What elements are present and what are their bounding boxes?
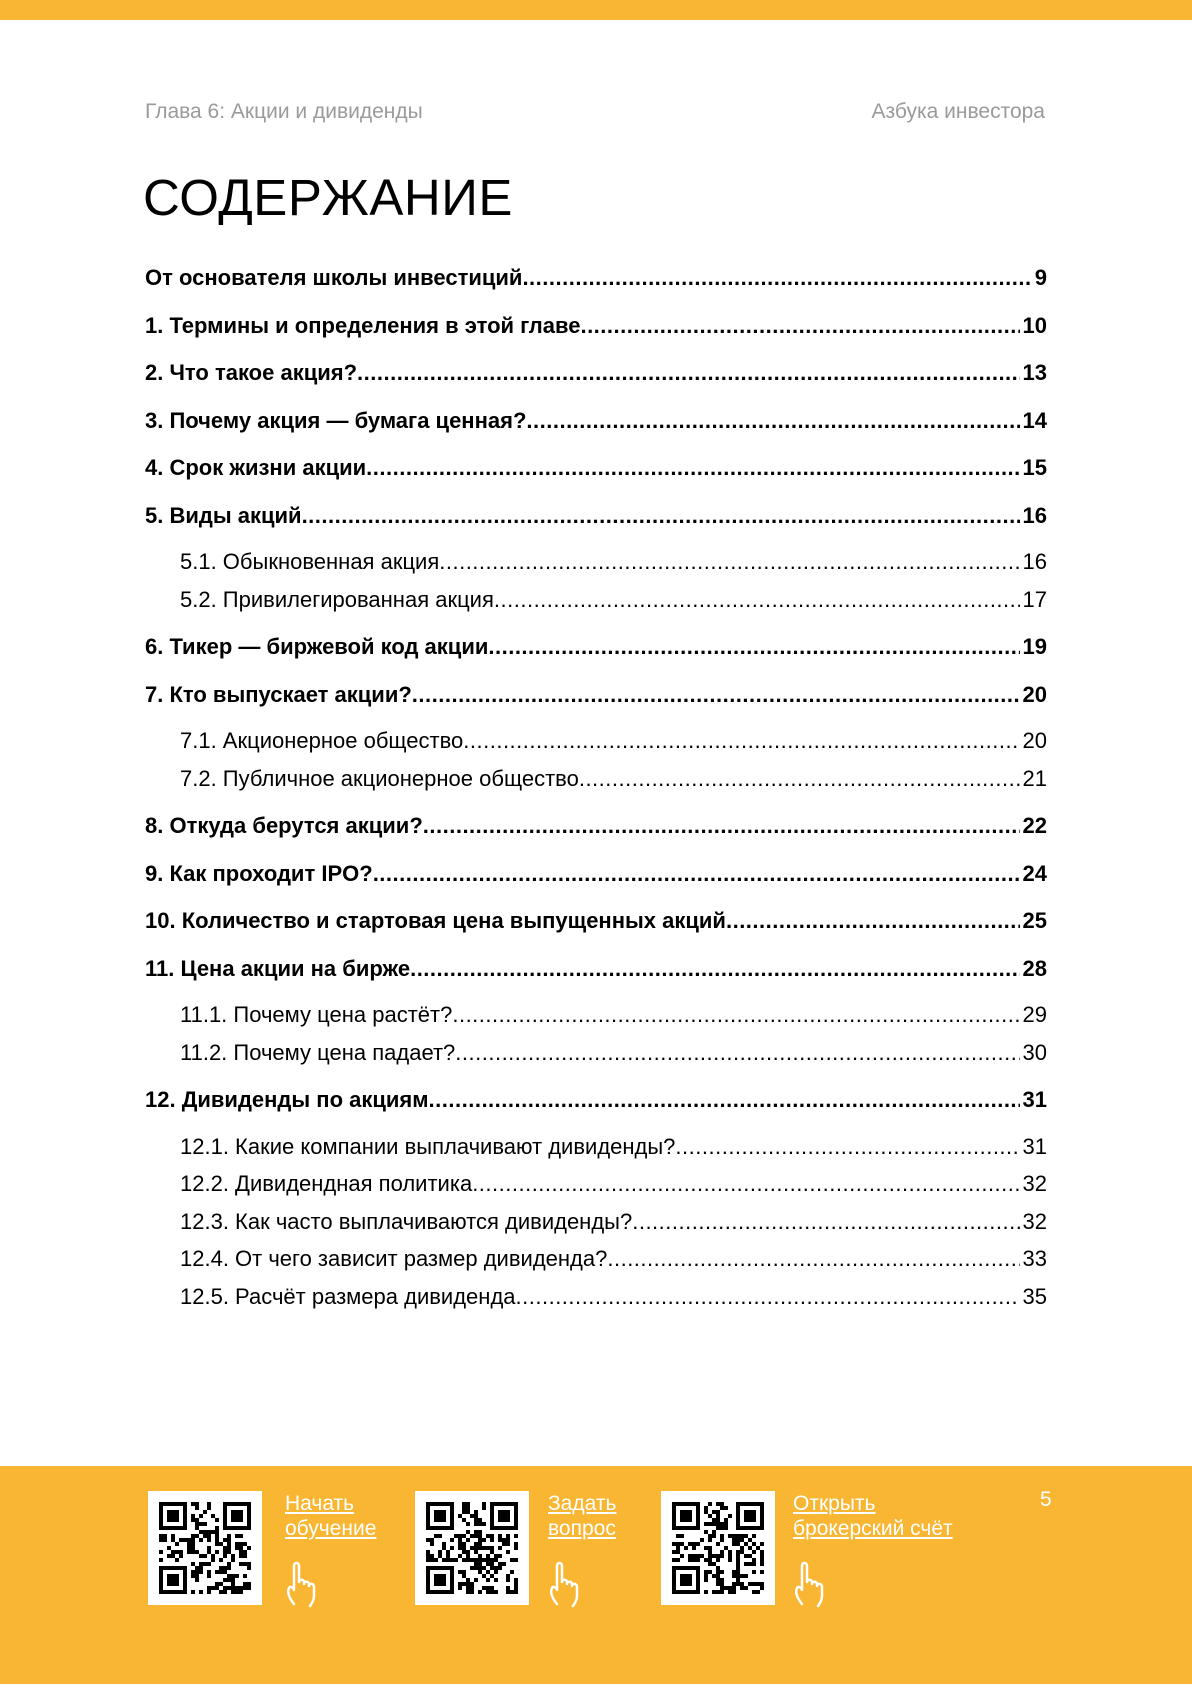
link-label-line2[interactable]: обучение	[285, 1517, 377, 1540]
top-accent-bar	[0, 0, 1192, 20]
toc-entry-page: 35	[1022, 1283, 1047, 1309]
toc-leader-dots	[632, 1209, 1019, 1241]
toc-leader-dots	[463, 728, 1019, 760]
toc-entry-label: 12.1. Какие компании выплачивают дивиденды?	[180, 1133, 676, 1159]
start-learning-link[interactable]	[285, 1491, 376, 1541]
toc-entry-label: 5.2. Привилегированная акция	[180, 586, 494, 612]
toc-leader-dots	[366, 455, 1019, 487]
link-label-line1[interactable]: Начать	[285, 1492, 355, 1515]
toc-entry-page: 22	[1022, 813, 1047, 838]
toc-entry[interactable]	[145, 499, 1047, 535]
footer-bar	[0, 1466, 1192, 1684]
toc-entry[interactable]	[145, 451, 1047, 487]
toc-entry-page: 9	[1034, 265, 1047, 290]
toc-entry-page: 28	[1022, 955, 1047, 981]
toc-entry-page: 16	[1022, 502, 1047, 528]
toc-entry-page: 24	[1022, 860, 1047, 886]
table-of-contents	[145, 261, 1047, 1316]
toc-entry-label: 11.1. Почему цена растёт?	[180, 1002, 453, 1027]
toc-entry-page: 13	[1022, 360, 1047, 385]
toc-subentry[interactable]	[145, 546, 1047, 581]
toc-leader-dots	[429, 1087, 1020, 1119]
toc-leader-dots	[452, 1002, 1019, 1034]
toc-subentry[interactable]	[145, 763, 1047, 798]
toc-leader-dots	[675, 1134, 1019, 1166]
qr-code-icon[interactable]	[415, 1491, 529, 1605]
qr-code-icon[interactable]	[661, 1491, 775, 1605]
toc-subentry[interactable]	[145, 584, 1047, 619]
toc-entry-page: 29	[1022, 1002, 1047, 1027]
toc-entry-page: 30	[1022, 1039, 1047, 1065]
toc-entry[interactable]	[145, 309, 1047, 345]
link-label-line2[interactable]: брокерский счёт	[793, 1517, 953, 1540]
toc-entry[interactable]	[145, 630, 1047, 666]
toc-subentry[interactable]	[145, 1206, 1047, 1241]
toc-entry-page: 20	[1022, 681, 1047, 707]
toc-leader-dots	[607, 1246, 1019, 1278]
toc-entry-label: 6. Тикер — биржевой код акции	[145, 634, 489, 659]
toc-entry[interactable]	[145, 678, 1047, 714]
toc-entry-page: 15	[1022, 455, 1047, 480]
toc-leader-dots	[410, 956, 1019, 988]
toc-leader-dots	[357, 360, 1019, 392]
toc-entry-label: От основателя школы инвестиций	[145, 265, 523, 290]
toc-leader-dots	[373, 861, 1020, 893]
toc-entry-label: 7.2. Публичное акционерное общество	[180, 765, 579, 791]
toc-entry-page: 21	[1022, 765, 1047, 791]
link-label-line1[interactable]: Задать	[548, 1492, 617, 1515]
qr-code-icon[interactable]	[148, 1491, 262, 1605]
pointing-hand-icon[interactable]	[548, 1560, 582, 1608]
toc-entry-label: 12.3. Как часто выплачиваются дивиденды?	[180, 1208, 633, 1234]
pointing-hand-icon[interactable]	[793, 1560, 827, 1608]
chapter-title: Глава 6: Акции и дивиденды	[145, 100, 423, 123]
toc-leader-dots	[516, 1284, 1020, 1316]
toc-entry[interactable]	[145, 809, 1047, 845]
page-number: 5	[1040, 1488, 1052, 1511]
toc-leader-dots	[494, 587, 1020, 619]
toc-entry-page: 14	[1022, 407, 1047, 433]
toc-entry-page: 16	[1022, 549, 1047, 574]
running-header	[145, 100, 1045, 128]
toc-entry-page: 31	[1022, 1133, 1047, 1159]
toc-entry[interactable]	[145, 904, 1047, 940]
toc-entry-label: 12.4. От чего зависит размер дивиденда?	[180, 1246, 608, 1271]
toc-entry-label: 3. Почему акция — бумага ценная?	[145, 407, 527, 433]
ask-question-link[interactable]	[548, 1491, 616, 1541]
toc-leader-dots	[302, 503, 1020, 535]
toc-leader-dots	[522, 265, 1031, 297]
toc-leader-dots	[580, 313, 1019, 345]
toc-entry-label: 12.2. Дивидендная политика	[180, 1171, 473, 1196]
toc-entry-label: 2. Что такое акция?	[145, 360, 358, 385]
toc-leader-dots	[488, 634, 1019, 666]
toc-entry[interactable]	[145, 1083, 1047, 1119]
toc-entry-label: 10. Количество и стартовая цена выпущенных акций	[145, 908, 726, 933]
toc-entry-label: 12.5. Расчёт размера дивиденда	[180, 1283, 516, 1309]
toc-entry[interactable]	[145, 404, 1047, 440]
toc-entry-label: 5.1. Обыкновенная акция	[180, 549, 440, 574]
toc-entry-page: 25	[1022, 908, 1047, 933]
toc-entry-page: 17	[1022, 586, 1047, 612]
toc-leader-dots	[579, 766, 1020, 798]
toc-subentry[interactable]	[145, 999, 1047, 1034]
toc-subentry[interactable]	[145, 1037, 1047, 1072]
link-label-line1[interactable]: Открыть	[793, 1492, 876, 1515]
toc-leader-dots	[726, 908, 1020, 940]
toc-entry-label: 7. Кто выпускает акции?	[145, 681, 412, 707]
toc-leader-dots	[412, 682, 1020, 714]
toc-entry[interactable]	[145, 857, 1047, 893]
open-brokerage-account-link[interactable]	[793, 1491, 953, 1541]
toc-entry-label: 12. Дивиденды по акциям	[145, 1087, 429, 1112]
toc-subentry[interactable]	[145, 1243, 1047, 1278]
toc-entry-page: 31	[1022, 1087, 1047, 1112]
toc-entry-page: 32	[1022, 1208, 1047, 1234]
toc-entry-label: 5. Виды акций	[145, 502, 302, 528]
toc-subentry[interactable]	[145, 1131, 1047, 1166]
toc-entry[interactable]	[145, 261, 1047, 297]
toc-leader-dots	[472, 1171, 1019, 1203]
toc-entry-label: 9. Как проходит IPO?	[145, 860, 373, 886]
toc-entry-label: 1. Термины и определения в этой главе	[145, 312, 581, 338]
toc-entry-page: 19	[1022, 634, 1047, 659]
toc-entry[interactable]	[145, 952, 1047, 988]
pointing-hand-icon[interactable]	[285, 1560, 319, 1608]
page-title: СОДЕРЖАНИЕ	[143, 169, 513, 226]
toc-entry-label: 4. Срок жизни акции	[145, 455, 367, 480]
toc-entry-label: 7.1. Акционерное общество	[180, 728, 464, 753]
toc-entry-page: 10	[1022, 312, 1047, 338]
link-label-line2[interactable]: вопрос	[548, 1517, 616, 1540]
toc-entry-page: 32	[1022, 1171, 1047, 1196]
toc-entry[interactable]	[145, 356, 1047, 392]
toc-entry-page: 20	[1022, 728, 1047, 753]
toc-leader-dots	[423, 813, 1020, 845]
toc-leader-dots	[455, 1040, 1019, 1072]
book-title: Азбука инвестора	[871, 100, 1045, 123]
toc-entry-label: 11.2. Почему цена падает?	[180, 1039, 456, 1065]
toc-entry-label: 11. Цена акции на бирже	[145, 955, 411, 981]
toc-subentry[interactable]	[145, 725, 1047, 760]
toc-leader-dots	[526, 408, 1019, 440]
toc-entry-page: 33	[1022, 1246, 1047, 1271]
toc-subentry[interactable]	[145, 1168, 1047, 1203]
toc-entry-label: 8. Откуда берутся акции?	[145, 813, 423, 838]
toc-leader-dots	[439, 549, 1019, 581]
toc-subentry[interactable]	[145, 1281, 1047, 1316]
